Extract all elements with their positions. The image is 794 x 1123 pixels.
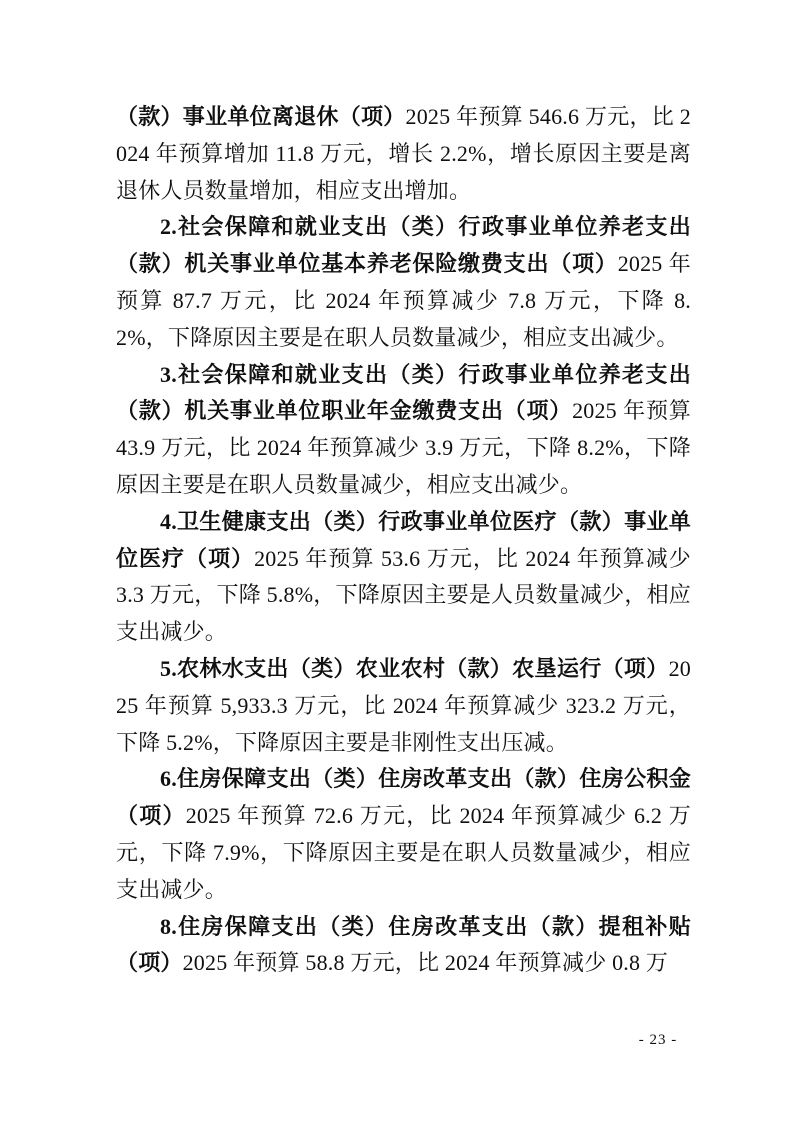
paragraph-heading: （款）事业单位离退休（项） bbox=[116, 104, 406, 129]
paragraph-text: 2025 年预算 53.6 万元，比 2024 年预算减少 3.3 万元，下降 5.8%，下降原因主要是人员数量减少，相应支出减少。 bbox=[116, 545, 691, 645]
paragraph-text: 2025 年预算 5,933.3 万元，比 2024 年预算减少 323.2 万元，下降 5.2%，下降原因主要是非刚性支出压减。 bbox=[116, 655, 691, 755]
paragraph-continuation bbox=[116, 99, 691, 209]
paragraph-heading: 6.住房保障支出（类）住房改革支出（款）住房公积金（项） bbox=[116, 766, 691, 829]
paragraph-item-2 bbox=[116, 209, 691, 356]
paragraph-text: 2025 年预算 43.9 万元，比 2024 年预算减少 3.9 万元，下降 8.2%，下降原因主要是在职人员数量减少，相应支出减少。 bbox=[116, 398, 691, 497]
page-number: - 23 - bbox=[638, 1032, 678, 1048]
paragraph-text: 2025 年预算 87.7 万元，比 2024 年预算减少 7.8 万元，下降 8.2%，下降原因主要是在职人员数量减少，相应支出减少。 bbox=[116, 251, 692, 350]
paragraph-heading: 3.社会保障和就业支出（类）行政事业单位养老支出（款）机关事业单位职业年金缴费支出（项） bbox=[116, 361, 691, 424]
document-body bbox=[116, 99, 691, 982]
paragraph-text: 2025 年预算 72.6 万元，比 2024 年预算减少 6.2 万元，下降 7.9%，下降原因主要是在职人员数量减少，相应支出减少。 bbox=[116, 803, 691, 902]
paragraph-item-6 bbox=[116, 761, 691, 908]
paragraph-heading: 8.住房保障支出（类）住房改革支出（款）提租补贴（项） bbox=[116, 913, 691, 976]
paragraph-item-3 bbox=[116, 357, 691, 504]
paragraph-heading: 5.农林水支出（类）农业农村（款）农垦运行（项） bbox=[160, 655, 669, 681]
paragraph-heading: 2.社会保障和就业支出（类）行政事业单位养老支出（款）机关事业单位基本养老保险缴费支出（项） bbox=[116, 214, 691, 277]
paragraph-heading: 4.卫生健康支出（类）行政事业单位医疗（款）事业单位医疗（项） bbox=[116, 508, 691, 571]
paragraph-text: 2025 年预算 546.6 万元，比 2024 年预算增加 11.8 万元，增长 2.2%，增长原因主要是离退休人员数量增加，相应支出增加。 bbox=[116, 104, 691, 203]
paragraph-item-5 bbox=[116, 651, 691, 761]
paragraph-text: 2025 年预算 58.8 万元，比 2024 年预算减少 0.8 万 bbox=[182, 950, 669, 976]
paragraph-item-4 bbox=[116, 504, 691, 651]
paragraph-item-8 bbox=[116, 909, 691, 983]
